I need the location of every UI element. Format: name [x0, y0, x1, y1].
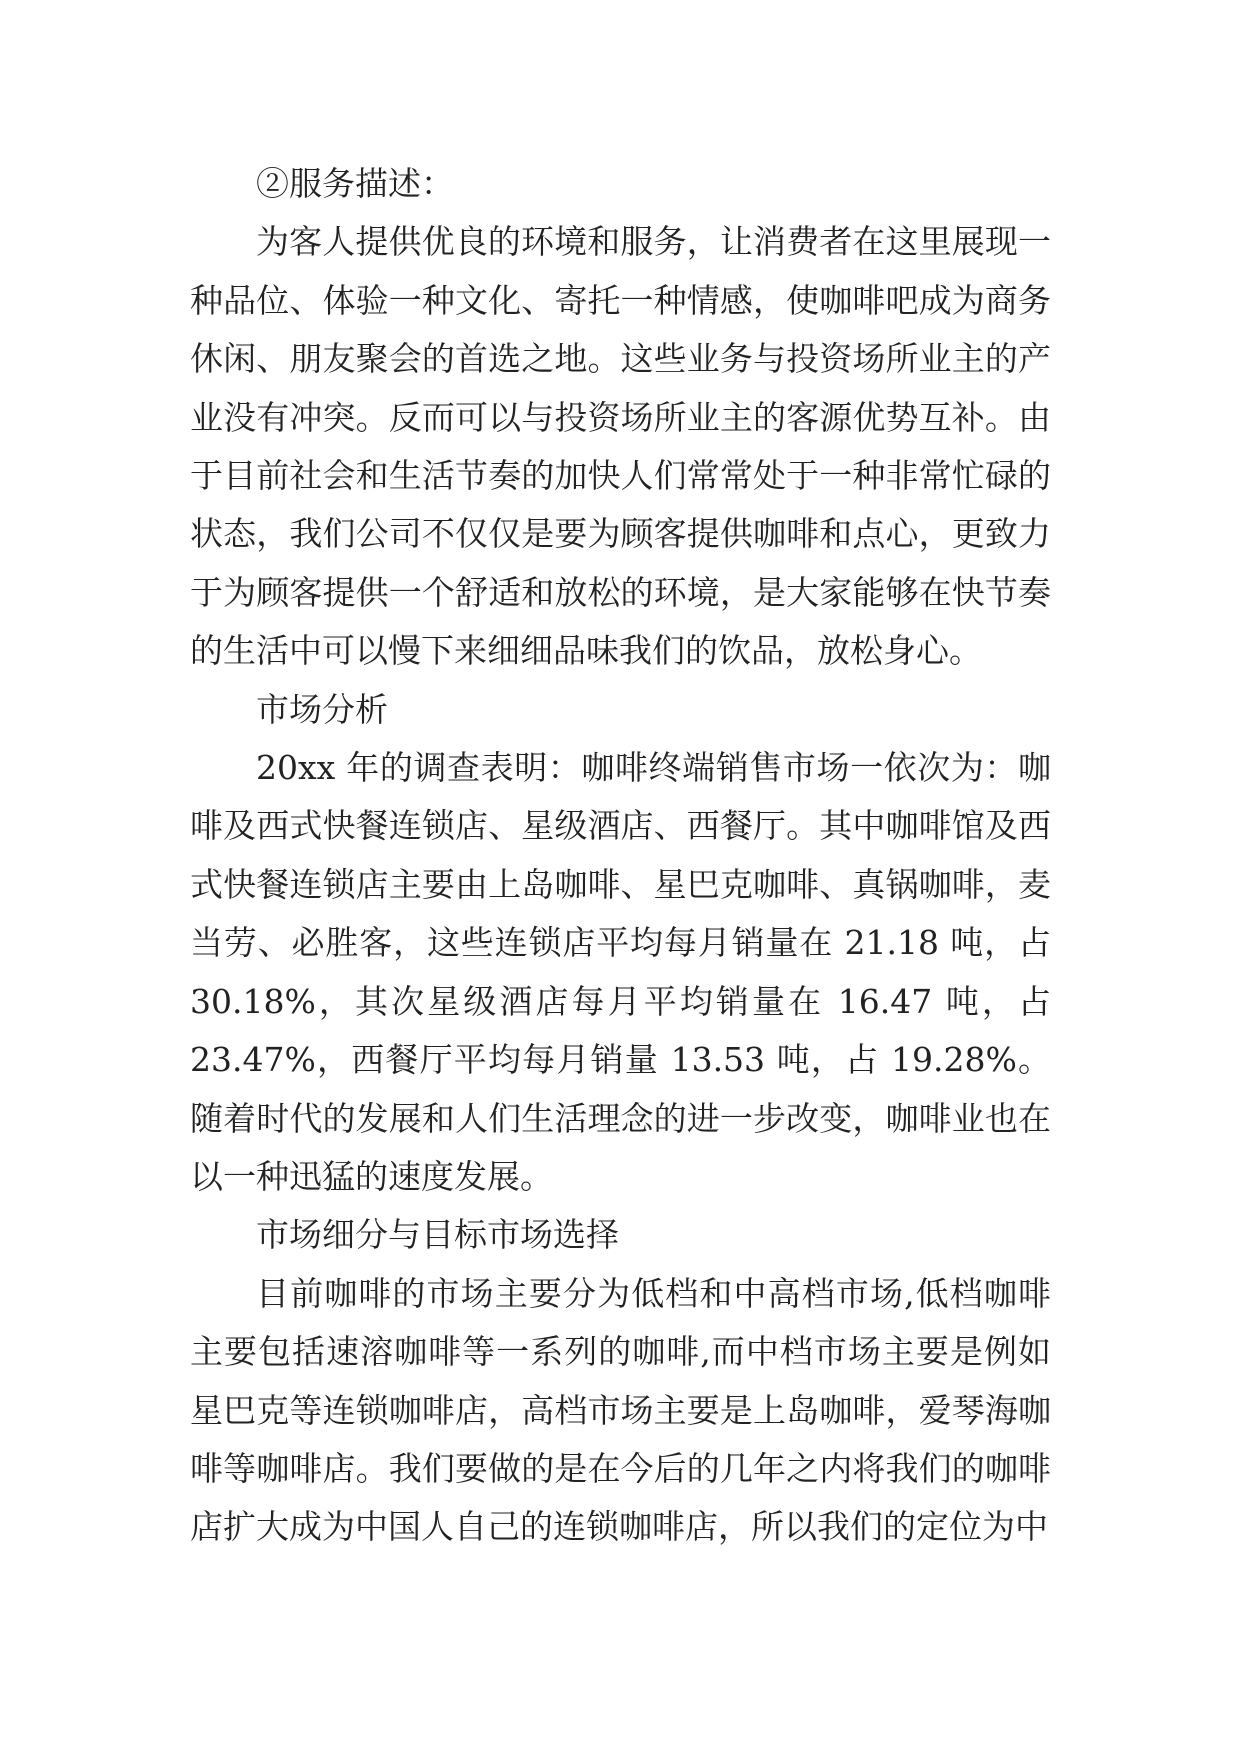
market-segmentation-paragraph: 目前咖啡的市场主要分为低档和中高档市场,低档咖啡主要包括速溶咖啡等一系列的咖啡,而中档市场主要是例如星巴克等连锁咖啡店，高档市场主要是上岛咖啡，爱琴海咖啡等咖啡店。我们要做的是在今后的几年之内将我们的咖啡店扩大成为中国人自己的连锁咖啡店，所以我们的定位为中 — [190, 1273, 1051, 1547]
market-analysis-paragraph: 20xx 年的调查表明：咖啡终端销售市场一依次为：咖啡及西式快餐连锁店、星级酒店、西餐厅。其中咖啡馆及西式快餐连锁店主要由上岛咖啡、星巴克咖啡、真锅咖啡，麦当劳、必胜客，这些连锁店平均每月销量在 21.18 吨，占 30.18%，其次星级酒店每月平均销量在 16.47 吨，占 23.47%，西餐厅平均每月销量 13.53 吨，占 19.28%。随着时代的发展和人们生活理念的进一步改变，咖啡业也在以一种迅猛的速度发展。 — [190, 748, 1051, 1196]
service-description-paragraph: 为客人提供优良的环境和服务，让消费者在这里展现一种品位、体验一种文化、寄托一种情感，使咖啡吧成为商务休闲、朋友聚会的首选之地。这些业务与投资场所业主的产业没有冲突。反而可以与投资场所业主的客源优势互补。由于目前社会和生活节奏的加快人们常常处于一种非常忙碌的状态，我们公司不仅仅是要为顾客提供咖啡和点心，更致力于为顾客提供一个舒适和放松的环境，是大家能够在快节奏的生活中可以慢下来细细品味我们的饮品，放松身心。 — [190, 222, 1051, 671]
service-description-heading: ②服务描述： — [256, 164, 454, 203]
document-body — [190, 155, 1051, 1557]
market-analysis-heading: 市场分析 — [256, 689, 388, 729]
market-segmentation-heading: 市场细分与目标市场选择 — [256, 1215, 619, 1255]
